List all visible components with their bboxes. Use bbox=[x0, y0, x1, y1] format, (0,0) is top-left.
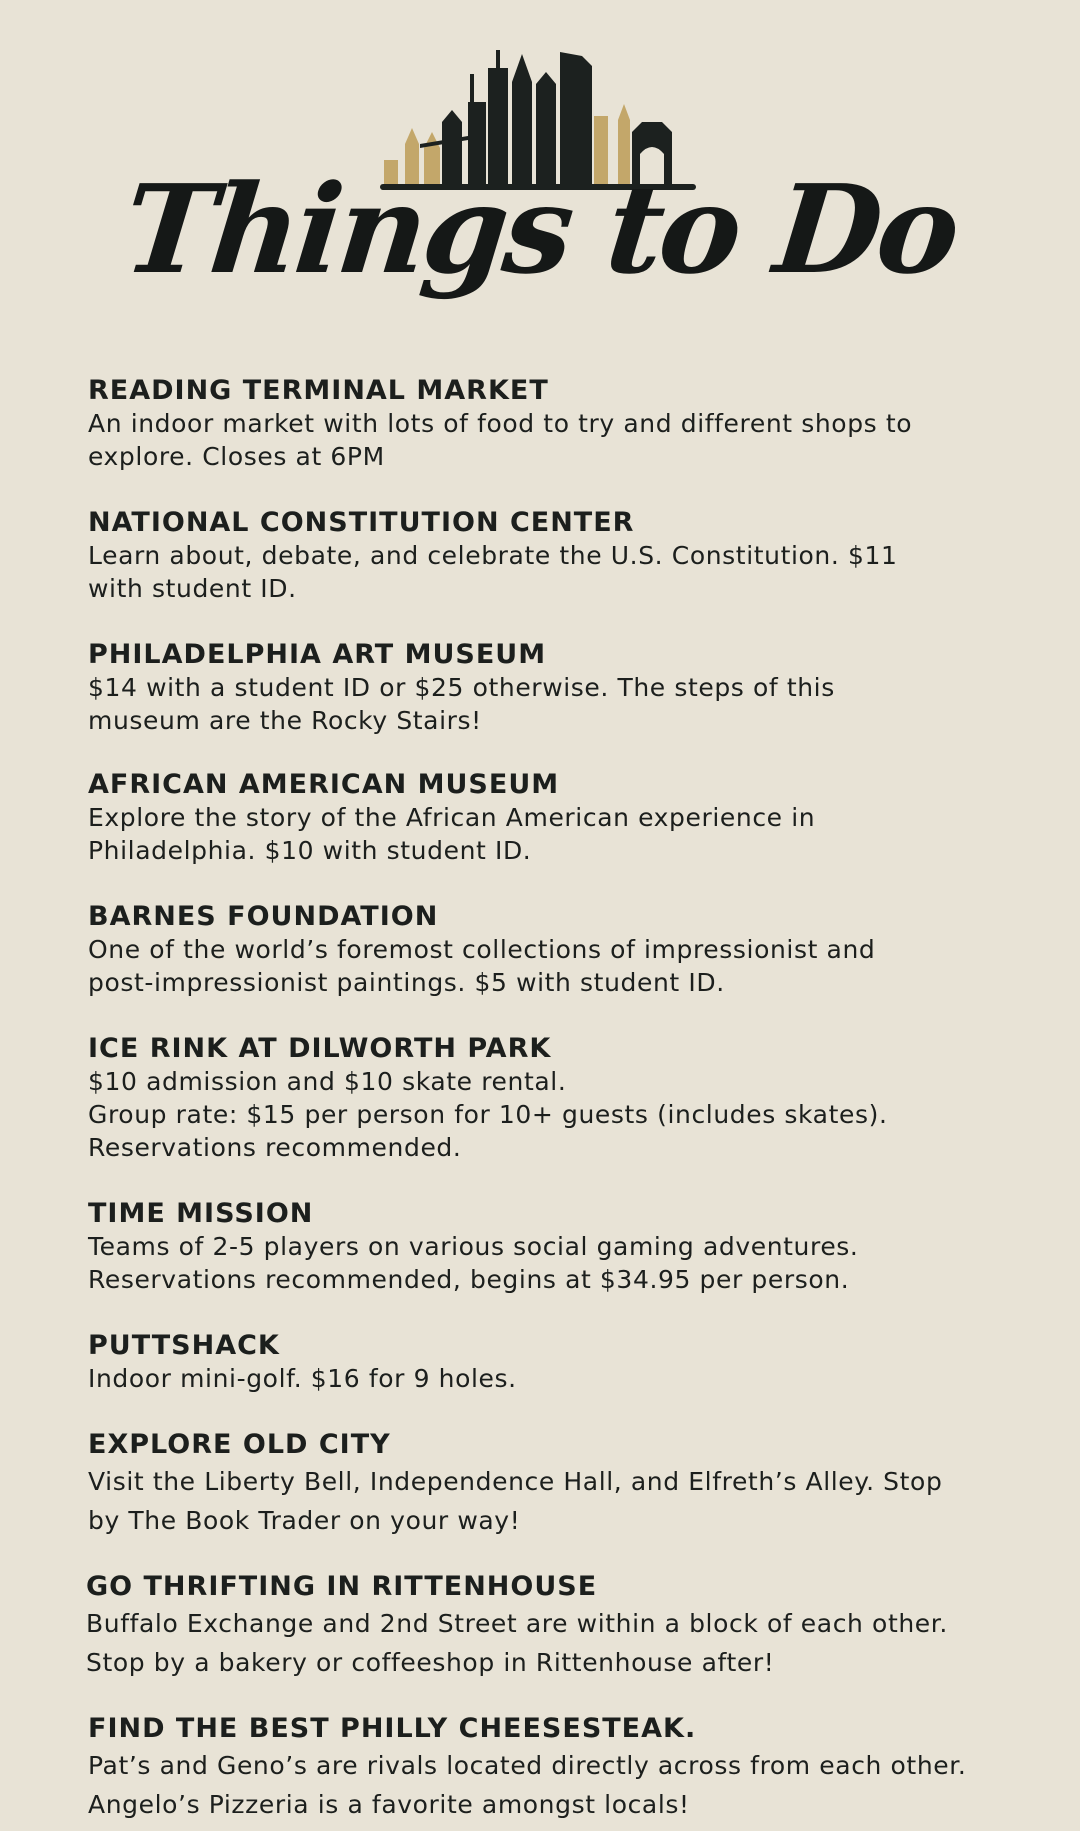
list-item bbox=[88, 1197, 1008, 1296]
item-description-line: Indoor mini-golf. $16 for 9 holes. bbox=[88, 1364, 517, 1393]
item-heading: NATIONAL CONSTITUTION CENTER bbox=[88, 507, 635, 538]
item-description-line: Pat’s and Geno’s are rivals located directly across from each other. bbox=[88, 1751, 967, 1780]
list-item bbox=[86, 1570, 1008, 1681]
list-item bbox=[88, 768, 1008, 867]
item-description-line: Group rate: $15 per person for 10+ guests (includes skates). bbox=[88, 1100, 888, 1129]
list-item bbox=[88, 1712, 1008, 1823]
item-description-line: Reservations recommended, begins at $34.95 per person. bbox=[88, 1265, 850, 1294]
item-description-line: museum are the Rocky Stairs! bbox=[88, 706, 482, 735]
item-description-line: Philadelphia. $10 with student ID. bbox=[88, 836, 532, 865]
item-description-line: $14 with a student ID or $25 otherwise. The steps of this bbox=[88, 673, 835, 702]
item-heading: AFRICAN AMERICAN MUSEUM bbox=[88, 769, 560, 800]
item-description-line: $10 admission and $10 skate rental. bbox=[88, 1067, 567, 1096]
activity-list bbox=[88, 374, 1008, 1823]
item-heading: ICE RINK AT DILWORTH PARK bbox=[88, 1033, 552, 1064]
list-item bbox=[88, 506, 1008, 605]
list-item bbox=[88, 638, 1008, 737]
item-description-line: Visit the Liberty Bell, Independence Hall, and Elfreth’s Alley. Stop bbox=[88, 1467, 943, 1496]
item-heading: BARNES FOUNDATION bbox=[88, 901, 439, 932]
item-description-line: Buffalo Exchange and 2nd Street are within a block of each other. bbox=[86, 1609, 948, 1638]
item-description-line: Teams of 2-5 players on various social gaming adventures. bbox=[88, 1232, 859, 1261]
list-item bbox=[88, 1329, 1008, 1395]
list-item bbox=[88, 1428, 1008, 1539]
list-item bbox=[88, 1032, 1008, 1164]
list-item bbox=[88, 900, 1008, 999]
item-heading: FIND THE BEST PHILLY CHEESESTEAK. bbox=[88, 1713, 697, 1744]
item-description-line: Reservations recommended. bbox=[88, 1133, 462, 1162]
item-heading: PUTTSHACK bbox=[88, 1330, 280, 1361]
item-description-line: by The Book Trader on your way! bbox=[88, 1506, 521, 1535]
item-heading: PHILADELPHIA ART MUSEUM bbox=[88, 639, 547, 670]
item-heading: EXPLORE OLD CITY bbox=[88, 1429, 391, 1460]
item-description-line: with student ID. bbox=[88, 574, 297, 603]
page-title: Things to Do bbox=[117, 157, 963, 301]
list-item bbox=[88, 374, 1008, 473]
item-description-line: Angelo’s Pizzeria is a favorite amongst locals! bbox=[88, 1790, 690, 1819]
item-description-line: Stop by a bakery or coffeeshop in Rittenhouse after! bbox=[86, 1648, 775, 1677]
item-description-line: explore. Closes at 6PM bbox=[88, 442, 385, 471]
item-description-line: Explore the story of the African American experience in bbox=[88, 803, 816, 832]
item-heading: READING TERMINAL MARKET bbox=[88, 375, 549, 406]
item-heading: GO THRIFTING IN RITTENHOUSE bbox=[86, 1571, 598, 1602]
item-heading: TIME MISSION bbox=[88, 1198, 314, 1229]
item-description-line: post-impressionist paintings. $5 with student ID. bbox=[88, 968, 725, 997]
item-description-line: One of the world’s foremost collections of impressionist and bbox=[88, 935, 876, 964]
item-description-line: An indoor market with lots of food to try and different shops to bbox=[88, 409, 913, 438]
item-description-line: Learn about, debate, and celebrate the U.S. Constitution. $11 bbox=[88, 541, 898, 570]
